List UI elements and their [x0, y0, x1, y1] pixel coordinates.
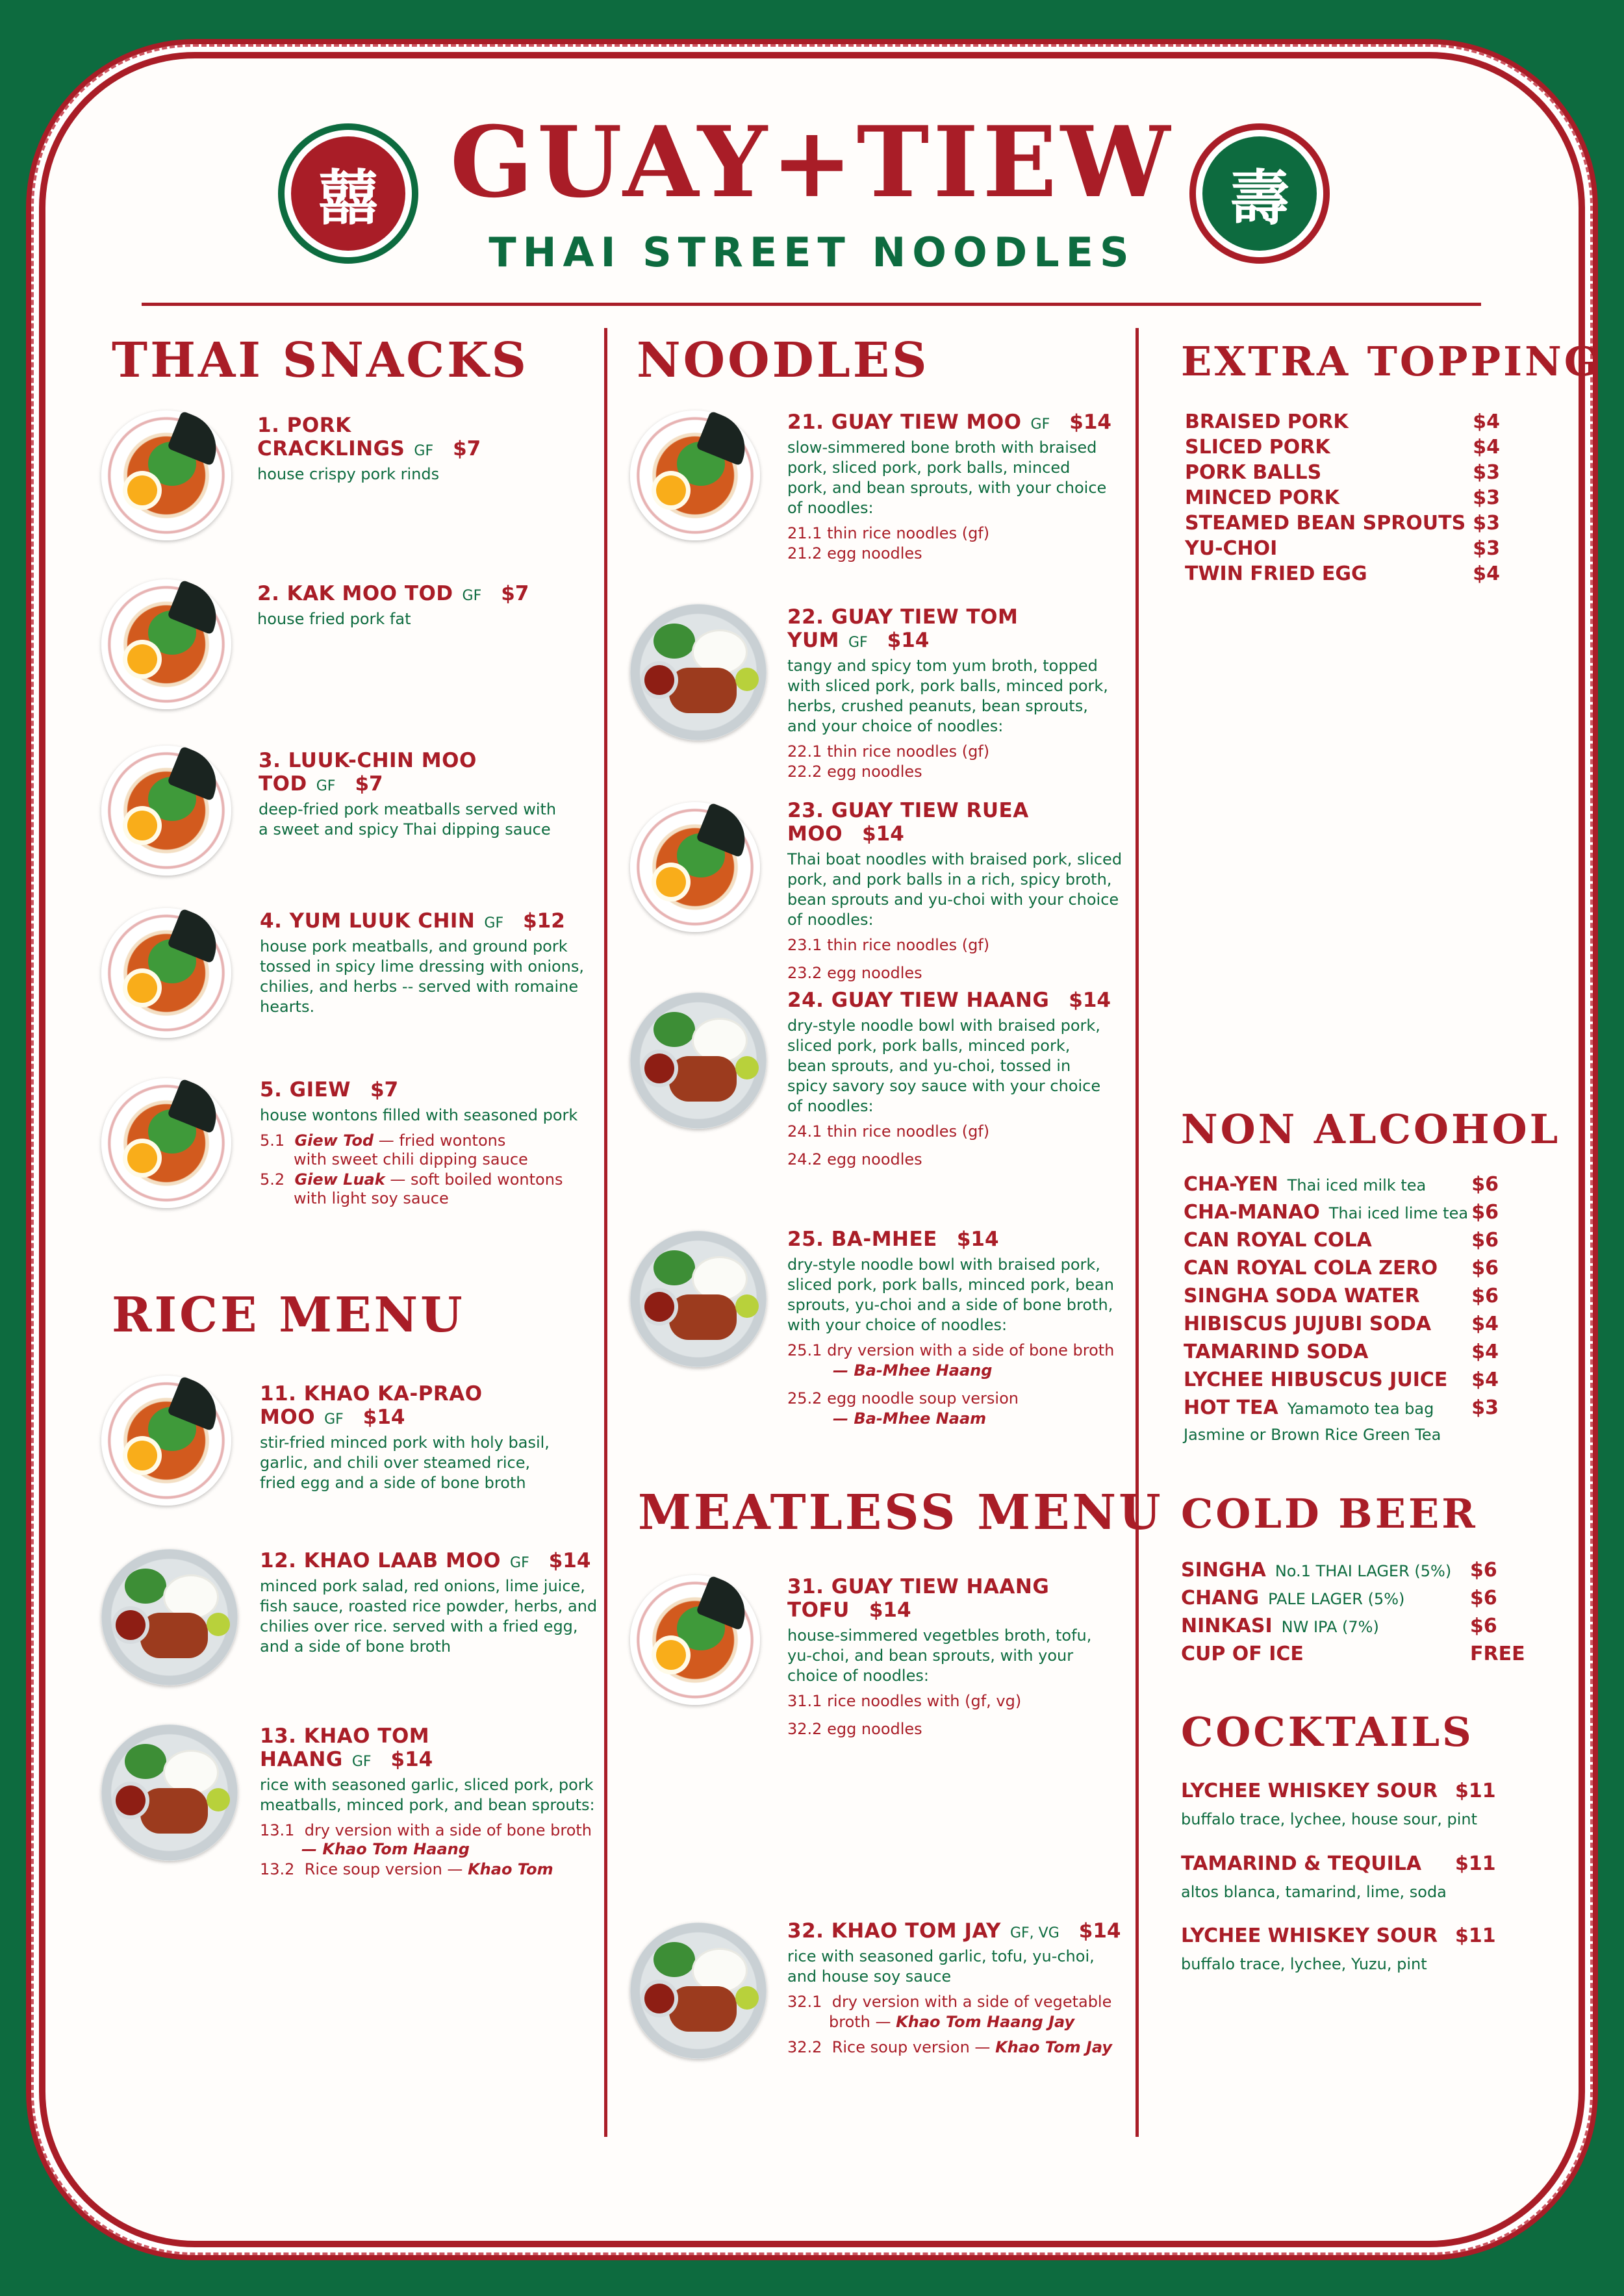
desc-line: herbs, crushed peanuts, bean sprouts,	[787, 697, 1088, 715]
dish-photo-rice-plate	[630, 1923, 767, 2059]
desc-line: stir-fried minced pork with holy basil,	[260, 1433, 550, 1452]
item-price: $14	[869, 1598, 911, 1622]
option-line: 22.2 egg noodles	[787, 763, 922, 781]
option-name: Khao Tom	[468, 1860, 553, 1878]
option-line: 21.2 egg noodles	[787, 544, 922, 562]
desc-line: of noodles:	[787, 499, 874, 517]
option-text-cont: with sweet chili dipping sauce	[294, 1150, 528, 1168]
restaurant-title: GUAY+TIEW	[450, 105, 1174, 220]
menu-item-khao-tom-jay	[787, 1919, 1125, 2058]
item-description: house crispy pork rinds	[257, 465, 440, 483]
option-line: 21.1 thin rice noodles (gf)	[787, 524, 990, 542]
non-alcohol-list	[1184, 1173, 1499, 1444]
desc-line: and a side of bone broth	[260, 1637, 451, 1656]
item-name: 2. KAK MOO TOD	[257, 582, 453, 605]
topping-price: $3	[1473, 512, 1500, 535]
cocktail-price: $11	[1455, 1924, 1496, 1947]
item-name: 12. KHAO LAAB MOO	[260, 1549, 501, 1572]
drink-price: $4	[1471, 1313, 1499, 1335]
menu-item-giew	[260, 1078, 598, 1209]
section-title-meatless-menu: MEATLESS MENU	[638, 1485, 1163, 1541]
beer-row	[1181, 1559, 1519, 1587]
desc-line: dry-style noodle bowl with braised pork,	[787, 1016, 1100, 1035]
item-option	[260, 1821, 598, 1860]
topping-price: $3	[1473, 486, 1500, 509]
dish-photo-noodle-bowl	[630, 1575, 760, 1705]
item-name: 4. YUM LUUK CHIN	[260, 909, 476, 933]
desc-line: tossed in spicy lime dressing with onions,	[260, 957, 585, 976]
option-number: 5.1	[260, 1131, 285, 1150]
item-name: 25. BA-MHEE	[787, 1228, 937, 1251]
desc-line: pork, and bean sprouts, with your choice	[787, 479, 1107, 497]
item-option	[787, 2037, 1125, 2058]
item-description	[787, 1626, 1125, 1686]
drink-price: $6	[1471, 1229, 1499, 1252]
cocktail-description: buffalo trace, lychee, Yuzu, pint	[1181, 1955, 1427, 1973]
item-price: $7	[370, 1078, 399, 1102]
section-title-cocktails: COCKTAILS	[1181, 1708, 1474, 1756]
item-name: 23. GUAY TIEW RUEA MOO	[787, 799, 1029, 846]
item-price: $12	[523, 909, 565, 933]
topping-price: $3	[1473, 537, 1500, 560]
drink-name: HIBISCUS JUJUBI SODA	[1184, 1313, 1432, 1335]
drink-name: HOT TEA	[1184, 1396, 1278, 1419]
item-name: 24. GUAY TIEW HAANG	[787, 989, 1050, 1012]
drink-row	[1184, 1201, 1499, 1229]
menu-item-yum-luuk-chin	[260, 909, 598, 1017]
drink-price: $6	[1471, 1285, 1499, 1307]
beer-name: CUP OF ICE	[1181, 1643, 1304, 1665]
item-tag: GF	[324, 1411, 344, 1428]
option-line: 32.2 egg noodles	[787, 1720, 922, 1738]
item-description	[787, 1947, 1125, 1987]
drink-name: TAMARIND SODA	[1184, 1341, 1369, 1363]
topping-name: TWIN FRIED EGG	[1185, 562, 1367, 585]
item-option	[787, 1122, 1125, 1170]
desc-line: of noodles:	[787, 911, 874, 929]
hot-tea-note: Jasmine or Brown Rice Green Tea	[1184, 1426, 1441, 1444]
dish-photo-noodle-bowl	[101, 1376, 231, 1506]
desc-line: spicy savory soy sauce with your choice	[787, 1077, 1101, 1095]
dish-photo-noodle-bowl	[101, 410, 231, 540]
drink-row	[1184, 1341, 1499, 1369]
menu-item-khao-laab-moo	[260, 1549, 598, 1657]
desc-line: meatballs, minced pork, and bean sprouts:	[260, 1796, 595, 1814]
menu-item-khao-ka-prao-moo	[260, 1382, 598, 1493]
cocktail-item	[1181, 1924, 1506, 1973]
option-name: — Ba-Mhee Haang	[833, 1361, 993, 1380]
desc-line: rice with seasoned garlic, sliced pork, pork	[260, 1776, 594, 1794]
option-text-cont: broth —	[829, 2013, 891, 2031]
item-name: 31. GUAY TIEW HAANG TOFU	[787, 1575, 1050, 1622]
drink-row	[1184, 1313, 1499, 1341]
option-text: dry version with a side of bone broth	[304, 1821, 592, 1839]
drink-name: SINGHA SODA WATER	[1184, 1285, 1420, 1307]
item-option	[260, 1860, 598, 1880]
item-description: house fried pork fat	[257, 610, 411, 628]
dish-photo-noodle-bowl	[101, 746, 231, 876]
topping-row	[1185, 562, 1500, 588]
cocktail-name: LYCHEE WHISKEY SOUR	[1181, 1924, 1438, 1947]
item-tag: GF	[848, 635, 868, 651]
option-text: — soft boiled wontons	[390, 1170, 563, 1189]
option-line: 24.2 egg noodles	[787, 1150, 922, 1168]
desc-line: garlic, and chili over steamed rice,	[260, 1454, 531, 1472]
desc-line: bean sprouts and yu-choi with your choice	[787, 890, 1119, 909]
cold-beer-list	[1181, 1559, 1525, 1671]
option-text: — fried wontons	[378, 1131, 506, 1150]
drink-row	[1184, 1229, 1499, 1257]
desc-line: pork, and pork balls in a rich, spicy broth,	[787, 870, 1112, 889]
topping-price: $4	[1473, 436, 1500, 459]
item-price: $7	[453, 437, 481, 460]
item-name: 13. KHAO TOM HAANG	[260, 1724, 430, 1771]
item-description	[260, 1775, 598, 1815]
desc-line: of noodles:	[787, 1097, 874, 1115]
item-price: $14	[362, 1406, 405, 1429]
extra-topping-list	[1185, 410, 1500, 588]
dish-photo-rice-plate	[630, 1231, 767, 1367]
section-title-thai-snacks: THAI SNACKS	[112, 333, 529, 388]
dish-photo-rice-plate	[630, 604, 767, 740]
option-text: Rice soup version —	[304, 1860, 463, 1878]
beer-price: $6	[1470, 1615, 1497, 1637]
desc-line: sprouts, yu-choi and a side of bone broth,	[787, 1296, 1113, 1314]
menu-item-khao-tom-haang	[260, 1724, 598, 1880]
drink-subtitle: Thai iced milk tea	[1287, 1176, 1427, 1194]
item-description	[787, 656, 1125, 737]
topping-row	[1185, 486, 1500, 512]
item-option	[787, 1691, 1125, 1739]
desc-line: tangy and spicy tom yum broth, topped	[787, 657, 1098, 675]
dish-photo-rice-plate	[101, 1724, 238, 1861]
beer-price: $6	[1470, 1559, 1497, 1582]
drink-row	[1184, 1257, 1499, 1285]
item-description: house wontons filled with seasoned pork	[260, 1106, 578, 1124]
cocktail-name: LYCHEE WHISKEY SOUR	[1181, 1780, 1438, 1802]
cocktail-description: altos blanca, tamarind, lime, soda	[1181, 1883, 1447, 1901]
item-description	[787, 850, 1125, 930]
cocktail-description: buffalo trace, lychee, house sour, pint	[1181, 1810, 1477, 1828]
drink-name: CAN ROYAL COLA ZERO	[1184, 1257, 1438, 1280]
cocktail-price: $11	[1455, 1852, 1496, 1875]
item-price: $14	[887, 629, 930, 652]
topping-name: PORK BALLS	[1185, 461, 1322, 484]
desc-line: bean sprouts, and yu-choi, tossed in	[787, 1057, 1071, 1075]
cocktail-item	[1181, 1852, 1506, 1901]
topping-price: $3	[1473, 461, 1500, 484]
item-price: $7	[355, 772, 383, 796]
item-tag: GF	[1030, 416, 1050, 433]
menu-item-guay-tiew-moo	[787, 410, 1125, 564]
item-option	[260, 1170, 598, 1209]
item-price: $14	[548, 1549, 591, 1572]
drink-name: LYCHEE HIBUSCUS JUICE	[1184, 1369, 1448, 1391]
item-description	[787, 438, 1125, 518]
desc-line: slow-simmered bone broth with braised	[787, 438, 1097, 457]
dish-photo-noodle-bowl	[630, 802, 760, 932]
item-price: $7	[501, 582, 529, 605]
item-tag: GF	[484, 915, 504, 931]
item-tag: GF	[510, 1555, 529, 1571]
desc-line: chilies, and herbs -- served with romaine	[260, 978, 579, 996]
drink-row	[1184, 1396, 1499, 1424]
option-line: 24.1 thin rice noodles (gf)	[787, 1122, 990, 1141]
item-description	[259, 800, 583, 840]
option-name: — Ba-Mhee Naam	[833, 1409, 987, 1428]
beer-style: NW IPA (7%)	[1281, 1618, 1379, 1636]
desc-line: sliced pork, pork balls, minced pork, bean	[787, 1276, 1114, 1294]
item-description	[260, 937, 598, 1017]
drink-price: $4	[1471, 1341, 1499, 1363]
item-description	[260, 1576, 598, 1657]
option-line: 23.2 egg noodles	[787, 964, 922, 982]
item-price: $14	[1078, 1919, 1121, 1943]
menu-item-guay-tiew-haang	[787, 989, 1125, 1170]
item-option	[787, 524, 1125, 564]
menu-item-luuk-chin-moo-tod	[259, 749, 583, 840]
cocktail-name: TAMARIND & TEQUILA	[1181, 1852, 1422, 1875]
item-tag: GF	[414, 443, 434, 459]
header-divider	[142, 303, 1481, 306]
topping-name: BRAISED PORK	[1185, 410, 1349, 433]
desc-line: with your choice of noodles:	[787, 1316, 1008, 1334]
beer-row	[1181, 1643, 1525, 1671]
menu-item-guay-tiew-tom-yum	[787, 605, 1125, 782]
drink-price: $4	[1471, 1369, 1499, 1391]
dish-photo-noodle-bowl	[630, 410, 760, 540]
beer-name: NINKASI	[1181, 1615, 1273, 1637]
topping-row	[1185, 512, 1500, 537]
dish-photo-rice-plate	[630, 992, 767, 1129]
item-option	[787, 742, 1125, 782]
item-price: $14	[862, 822, 904, 846]
item-option	[260, 1131, 598, 1170]
cocktail-item	[1181, 1780, 1506, 1828]
option-text-cont: with light soy sauce	[294, 1189, 449, 1207]
desc-line: a sweet and spicy Thai dipping sauce	[259, 820, 551, 839]
option-number: 32.2	[787, 2038, 822, 2056]
item-description	[787, 1255, 1125, 1335]
menu-item-ba-mhee	[787, 1228, 1125, 1429]
menu-item-pork-cracklings	[257, 414, 582, 485]
desc-line: fried egg and a side of bone broth	[260, 1474, 526, 1492]
topping-name: STEAMED BEAN SPROUTS	[1185, 512, 1466, 535]
item-tag: GF	[351, 1754, 372, 1770]
desc-line: house-simmered vegetbles broth, tofu,	[787, 1626, 1092, 1645]
dish-photo-noodle-bowl	[101, 1078, 231, 1208]
dish-photo-noodle-bowl	[101, 908, 231, 1038]
desc-line: rice with seasoned garlic, tofu, yu-choi,	[787, 1947, 1095, 1965]
item-name: 11. KHAO KA-PRAO MOO	[260, 1382, 483, 1429]
drink-name: CHA-MANAO	[1184, 1201, 1320, 1224]
drink-price: $6	[1471, 1173, 1499, 1196]
desc-line: pork, sliced pork, pork balls, minced	[787, 459, 1071, 477]
right-emblem-logo: 壽	[1202, 136, 1317, 251]
item-description	[260, 1433, 598, 1493]
topping-row	[1185, 461, 1500, 486]
option-number: 13.1	[260, 1821, 295, 1839]
item-option	[787, 1341, 1125, 1429]
beer-price: $6	[1470, 1587, 1497, 1609]
option-text: Rice soup version —	[831, 2038, 991, 2056]
option-name: — Khao Tom Haang	[301, 1840, 470, 1858]
item-tag: GF	[462, 588, 482, 604]
topping-price: $4	[1473, 410, 1500, 433]
drink-name: CHA-YEN	[1184, 1173, 1278, 1196]
item-name: 5. GIEW	[260, 1078, 351, 1102]
dish-photo-noodle-bowl	[101, 579, 231, 709]
drink-price: $3	[1471, 1396, 1499, 1419]
beer-style: No.1 THAI LAGER (5%)	[1275, 1562, 1452, 1580]
topping-row	[1185, 410, 1500, 436]
item-tag: GF	[316, 778, 336, 794]
item-name: 3. LUUK-CHIN MOO TOD	[259, 749, 477, 796]
cocktail-price: $11	[1455, 1780, 1496, 1802]
item-price: $14	[1069, 989, 1111, 1012]
menu-item-guay-tiew-haang-tofu	[787, 1575, 1125, 1739]
beer-name: SINGHA	[1181, 1559, 1266, 1582]
item-tag: GF, VG	[1009, 1925, 1059, 1941]
option-line: 25.2 egg noodle soup version	[787, 1389, 1019, 1407]
beer-style: PALE LAGER (5%)	[1268, 1590, 1405, 1608]
column-divider-left	[604, 328, 607, 2137]
drink-row	[1184, 1173, 1499, 1201]
desc-line: Thai boat noodles with braised pork, sliced	[787, 850, 1123, 868]
option-text: dry version with a side of vegetable	[831, 1993, 1112, 2011]
beer-name: CHANG	[1181, 1587, 1260, 1609]
option-name: Khao Tom Jay	[995, 2038, 1112, 2056]
item-price: $14	[1069, 410, 1111, 434]
option-name: Khao Tom Haang Jay	[896, 2013, 1075, 2031]
desc-line: yu-choi, and bean sprouts, with your	[787, 1646, 1074, 1665]
desc-line: and your choice of noodles:	[787, 717, 1004, 735]
dish-photo-rice-plate	[101, 1549, 238, 1685]
option-number: 5.2	[260, 1170, 285, 1189]
option-line: 23.1 thin rice noodles (gf)	[787, 936, 990, 954]
desc-line: deep-fried pork meatballs served with	[259, 800, 557, 818]
drink-subtitle: Thai iced lime tea	[1328, 1204, 1469, 1222]
desc-line: dry-style noodle bowl with braised pork,	[787, 1255, 1100, 1274]
item-price: $14	[956, 1228, 999, 1251]
desc-line: with sliced pork, pork balls, minced pork,	[787, 677, 1108, 695]
option-number: 13.2	[260, 1860, 295, 1878]
topping-name: SLICED PORK	[1185, 436, 1330, 459]
option-name: Giew Luak	[294, 1170, 385, 1189]
item-name: 32. KHAO TOM JAY	[787, 1919, 1001, 1943]
drink-row	[1184, 1285, 1499, 1313]
item-name: 22. GUAY TIEW TOM YUM	[787, 605, 1019, 652]
topping-name: YU-CHOI	[1185, 537, 1278, 560]
option-number: 32.1	[787, 1993, 822, 2011]
desc-line: house pork meatballs, and ground pork	[260, 937, 568, 955]
topping-row	[1185, 436, 1500, 461]
desc-line: choice of noodles:	[787, 1667, 929, 1685]
section-title-rice-menu: RICE MENU	[112, 1287, 465, 1343]
section-title-noodles: NOODLES	[637, 333, 930, 388]
desc-line: fish sauce, roasted rice powder, herbs, and	[260, 1597, 598, 1615]
drink-price: $6	[1471, 1257, 1499, 1280]
option-name: Giew Tod	[294, 1131, 374, 1150]
drink-name: CAN ROYAL COLA	[1184, 1229, 1372, 1252]
beer-row	[1181, 1615, 1519, 1643]
beer-price: FREE	[1470, 1643, 1525, 1665]
section-title-cold-beer: COLD BEER	[1181, 1490, 1478, 1537]
topping-name: MINCED PORK	[1185, 486, 1339, 509]
drink-row	[1184, 1369, 1499, 1396]
item-name: 21. GUAY TIEW MOO	[787, 410, 1022, 434]
desc-line: minced pork salad, red onions, lime juice,	[260, 1577, 585, 1595]
left-emblem-logo: 囍	[291, 136, 405, 251]
section-title-extra-topping: EXTRA TOPPING	[1181, 338, 1601, 385]
beer-row	[1181, 1587, 1519, 1615]
drink-subtitle: Yamamoto tea bag	[1287, 1400, 1434, 1418]
item-option	[787, 1992, 1125, 2032]
option-line: 22.1 thin rice noodles (gf)	[787, 742, 990, 761]
menu-item-guay-tiew-ruea-moo	[787, 799, 1125, 983]
section-title-non-alcohol: NON ALCOHOL	[1181, 1105, 1561, 1153]
menu-item-kak-moo-tod	[257, 582, 582, 629]
option-line: 25.1 dry version with a side of bone broth	[787, 1341, 1115, 1359]
desc-line: hearts.	[260, 998, 315, 1016]
column-divider-right	[1136, 328, 1139, 2137]
topping-price: $4	[1473, 562, 1500, 585]
desc-line: sliced pork, pork balls, minced pork,	[787, 1037, 1071, 1055]
item-description	[787, 1016, 1125, 1116]
item-price: $14	[390, 1748, 433, 1771]
item-name: 1. PORK CRACKLINGS	[257, 414, 405, 460]
drink-price: $6	[1471, 1201, 1499, 1224]
restaurant-subtitle: THAI STREET NOODLES	[488, 229, 1136, 276]
desc-line: chilies over rice. served with a fried egg,	[260, 1617, 578, 1635]
desc-line: and house soy sauce	[787, 1967, 952, 1986]
topping-row	[1185, 537, 1500, 562]
item-option	[787, 935, 1125, 983]
option-line: 31.1 rice noodles with (gf, vg)	[787, 1692, 1022, 1710]
